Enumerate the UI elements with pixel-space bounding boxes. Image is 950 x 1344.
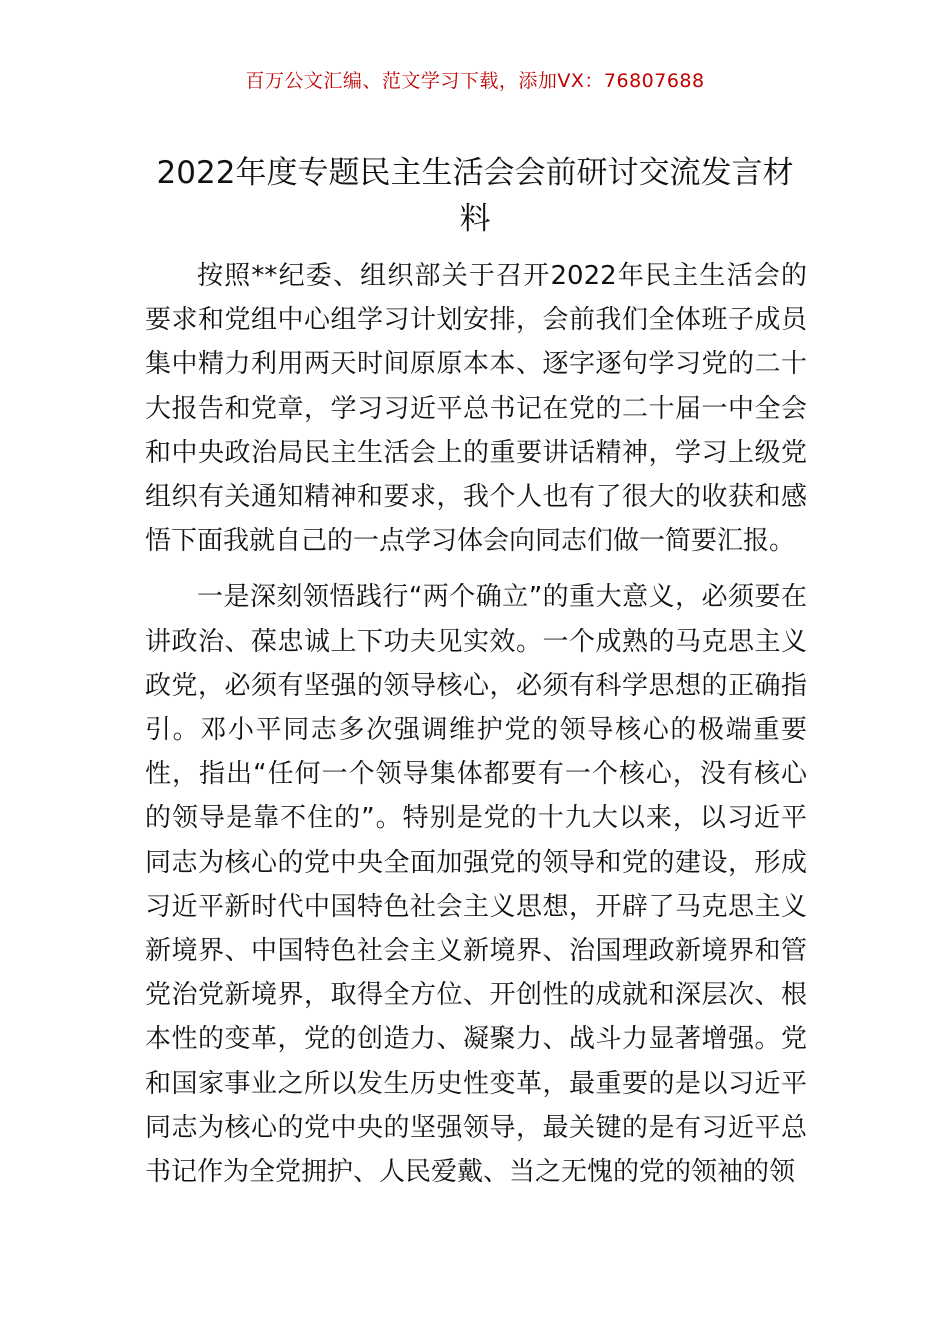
paragraph-intro: 按照**纪委、组织部关于召开2022年民主生活会的要求和党组中心组学习计划安排，会前我们全体班子成员集中精力利用两天时间原原本本、逐字逐句学习党的二十大报告和党章，学习习近平总书记在党的二十届一中全会和中央政治局民主生活会上的重要讲话精神，学习上级党组织有关通知精神和要求，我个人也有了很大的收获和感悟下面我就自己的一点学习体会向同志们做一简要汇报。 (145, 261, 807, 557)
document-title: 2022年度专题民主生活会会前研讨交流发言材料 (156, 155, 794, 237)
paragraph-point-one: 一是深刻领悟践行“两个确立”的重大意义，必须要在讲政治、葆忠诚上下功夫见实效。一个成熟的马克思主义政党，必须有坚强的领导核心，必须有科学思想的正确指引。邓小平同志多次强调维护党的领导核心的极端重要性，指出“任何一个领导集体都要有一个核心，没有核心的领导是靠不住的”。特别是党的十九大以来，以习近平同志为核心的党中央全面加强党的领导和党的建设，形成习近平新时代中国特色社会主义思想，开辟了马克思主义新境界、中国特色社会主义新境界、治国理政新境界和管党治党新境界，取得全方位、开创性的成就和深层次、根本性的变革，党的创造力、凝聚力、战斗力显著增强。党和国家事业之所以发生历史性变革，最重要的是以习近平同志为核心的党中央的坚强领导，最关键的是有习近平总书记作为全党拥护、人民爱戴、当之无愧的党的领袖的领 (145, 582, 807, 1188)
header-watermark-note: 百万公文汇编、范文学习下载，添加VX：76807688 (245, 70, 705, 92)
document-body (145, 254, 807, 1194)
